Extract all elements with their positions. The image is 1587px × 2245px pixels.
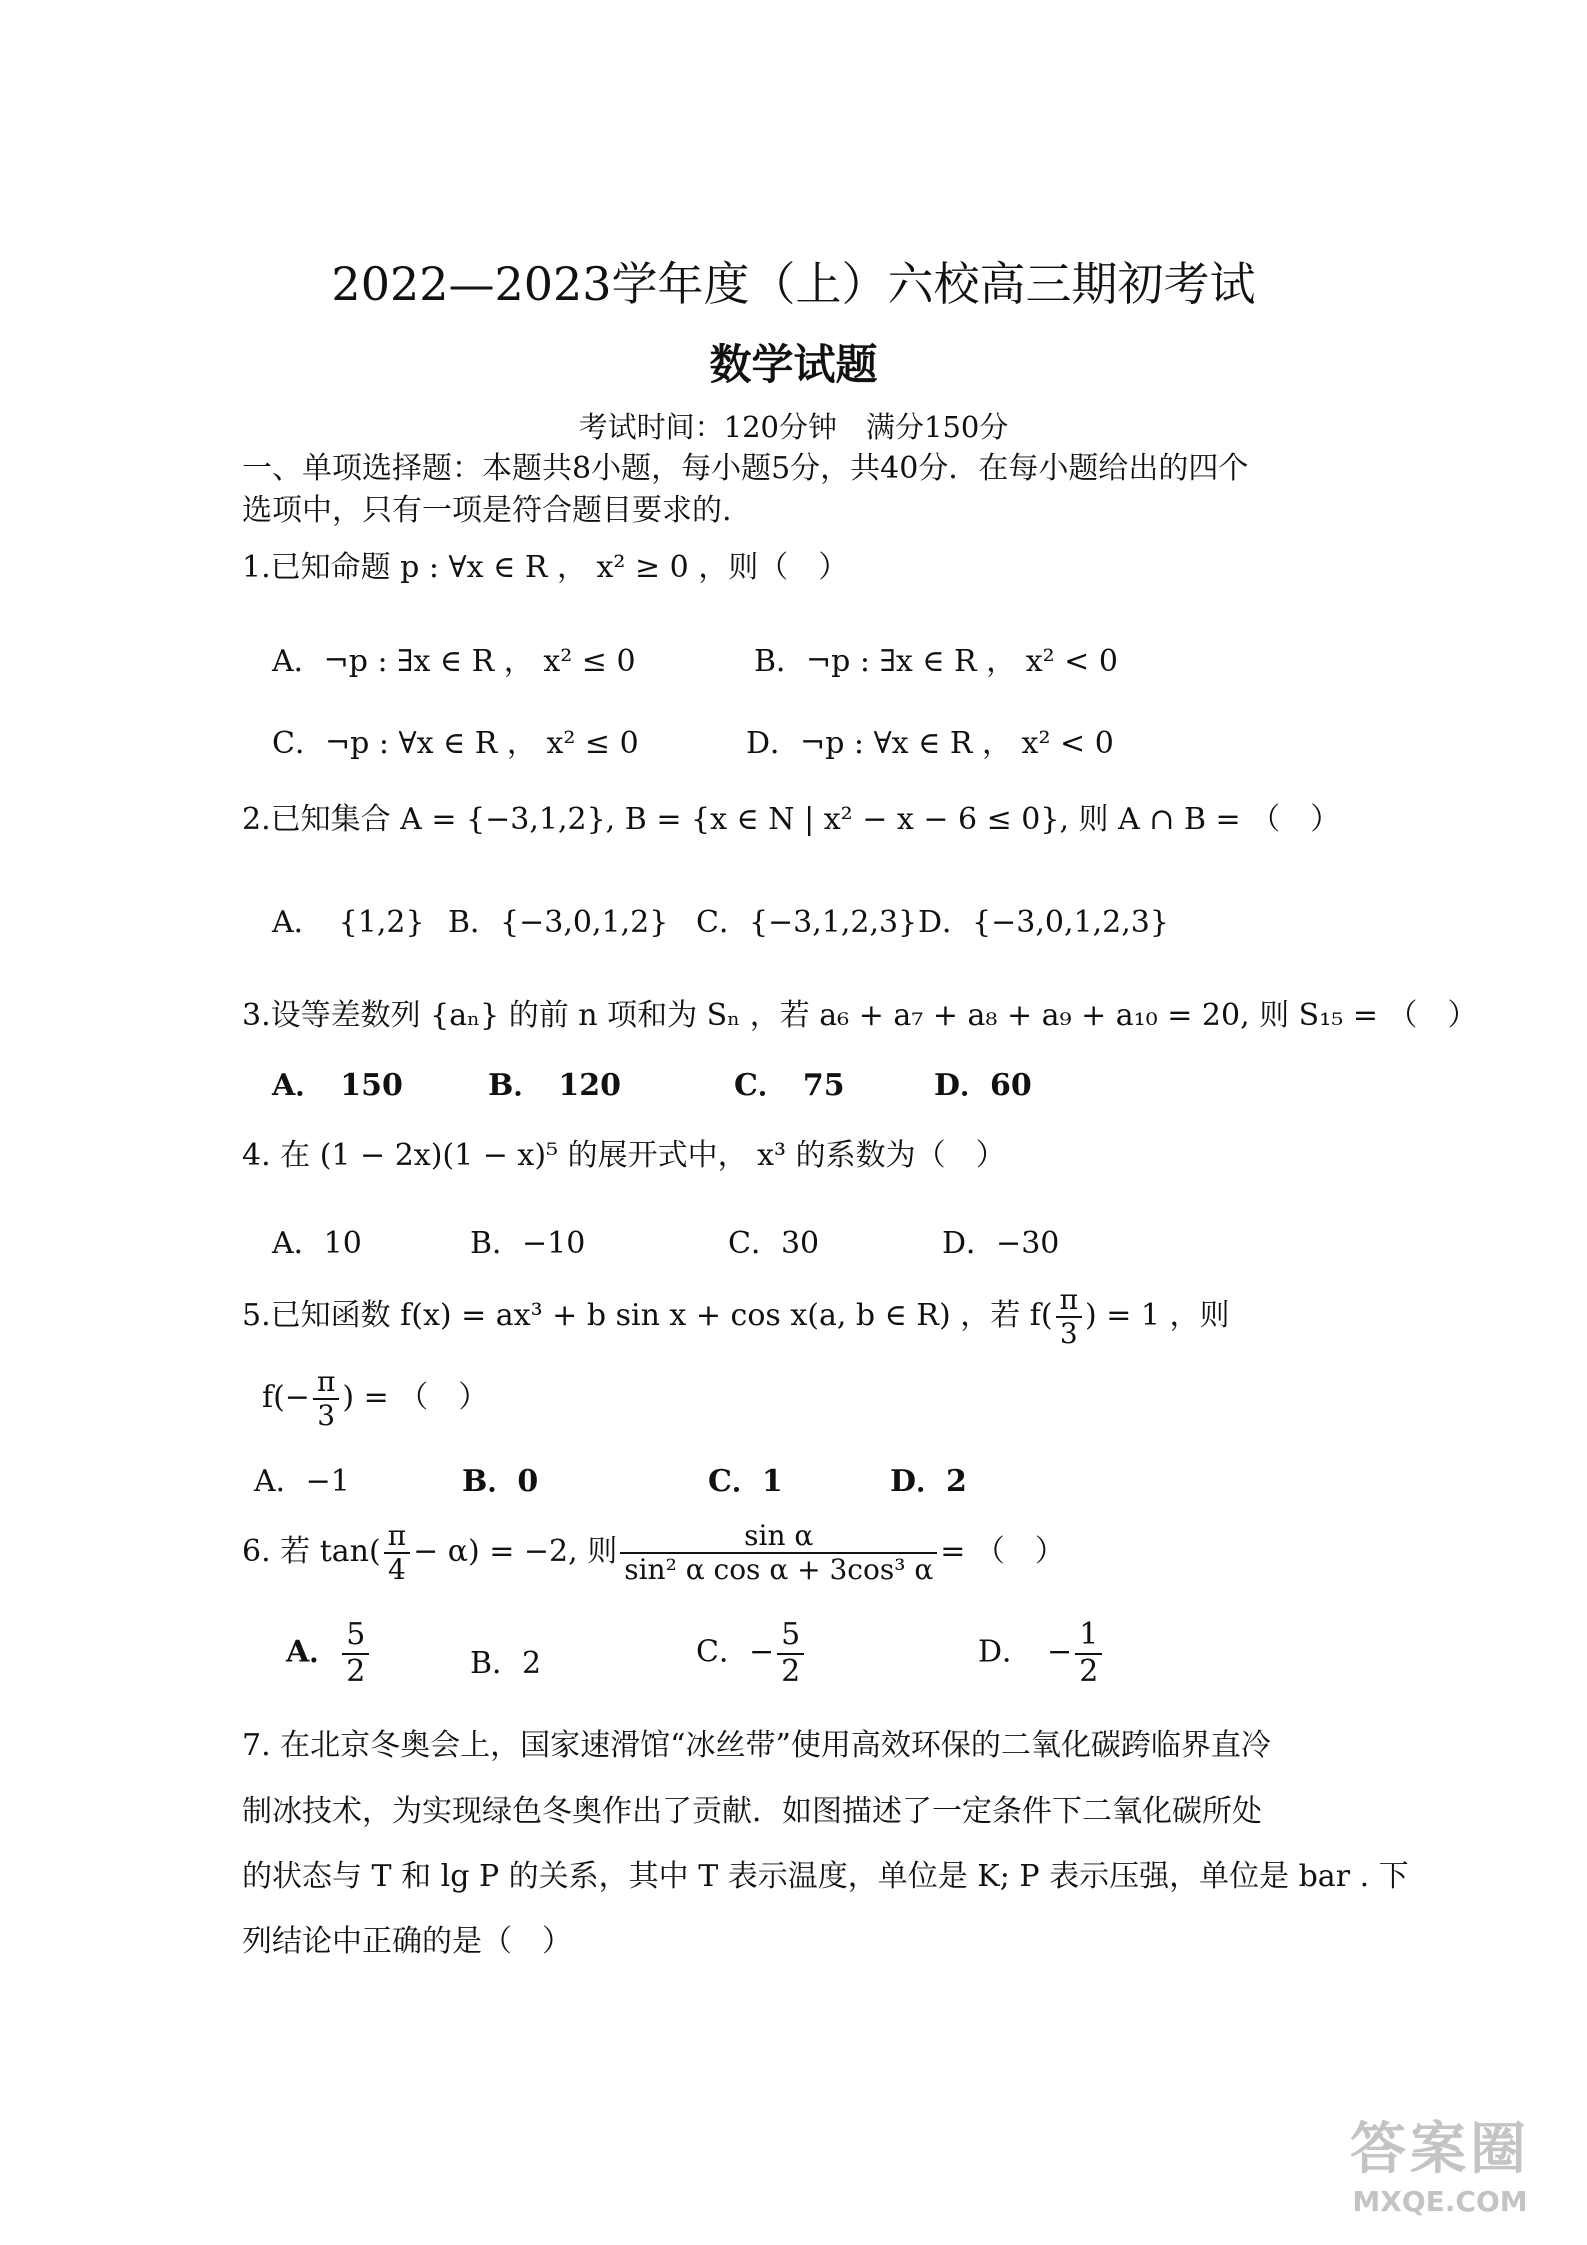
question-6-stem-part2: − α) = −2, 则 — [413, 1534, 618, 1570]
question-5-option-b: B．0 — [462, 1464, 539, 1499]
question-3-option-c: C． 75 — [734, 1068, 845, 1103]
question-6-option-c — [696, 1618, 807, 1689]
question-4-option-d: D．−30 — [942, 1226, 1060, 1261]
fraction-denominator: 3 — [1059, 1317, 1078, 1351]
question-3-option-b: B． 120 — [488, 1068, 621, 1103]
fraction-numerator: sin α — [620, 1520, 937, 1554]
question-4-stem: 4. 在 (1 − 2x)(1 − x)⁵ 的展开式中， x³ 的系数为（ ） — [242, 1138, 1006, 1173]
question-1-option-b: B．¬p : ∃x ∈ R ， x² < 0 — [754, 644, 1118, 679]
question-5-option-c: C．1 — [708, 1464, 783, 1499]
fraction-numerator: π — [313, 1366, 339, 1400]
watermark-logo — [1315, 2115, 1565, 2235]
question-7-line2: 制冰技术，为实现绿色冬奥作出了贡献．如图描述了一定条件下二氧化碳所处 — [242, 1794, 1262, 1829]
option-label: A． — [286, 1634, 340, 1670]
question-6-stem-part3: = （ ） — [940, 1534, 1065, 1570]
question-5-fraction-pi-over-3 — [1056, 1284, 1082, 1350]
question-7-line3: 的状态与 T 和 lg P 的关系，其中 T 表示温度，单位是 K; P 表示压强，单位是 bar . 下 — [242, 1859, 1409, 1894]
question-3-option-d: D．60 — [934, 1068, 1032, 1103]
question-6-stem-part1: 6. 若 tan( — [242, 1534, 381, 1570]
fraction-denominator: 3 — [317, 1399, 336, 1433]
fraction-numerator: 5 — [777, 1618, 804, 1655]
question-5-stem-part2: ) = 1 ，则 — [1085, 1298, 1230, 1334]
section-heading-line1: 一、单项选择题：本题共8小题，每小题5分，共40分．在每小题给出的四个 — [242, 451, 1249, 486]
question-4-option-c: C．30 — [728, 1226, 820, 1261]
question-6-option-d — [978, 1618, 1105, 1689]
option-label: D． − — [978, 1634, 1073, 1670]
option-fraction — [342, 1618, 369, 1689]
question-6-option-a — [286, 1618, 372, 1689]
question-5-line2-part1: f(− — [262, 1380, 310, 1416]
question-5-line2 — [262, 1366, 488, 1432]
question-5-option-d: D．2 — [890, 1464, 967, 1499]
question-2-option-a: A． {1,2} — [272, 905, 425, 940]
option-fraction — [777, 1618, 804, 1689]
question-5-stem-part1: 5.已知函数 f(x) = ax³ + b sin x + cos x(a, b ∈ R) ，若 f( — [242, 1298, 1053, 1334]
question-7-line1: 7. 在北京冬奥会上，国家速滑馆“冰丝带”使用高效环保的二氧化碳跨临界直冷 — [242, 1728, 1271, 1763]
fraction-numerator: 5 — [342, 1618, 369, 1655]
fraction-denominator: 2 — [781, 1653, 801, 1689]
question-2-stem: 2.已知集合 A = {−3,1,2}, B = {x ∈ N | x² − x − 6 ≤ 0}, 则 A ∩ B = （ ） — [242, 802, 1341, 837]
question-6-stem — [242, 1520, 1065, 1586]
question-2-option-c: C．{−3,1,2,3} — [696, 905, 918, 940]
page-subtitle: 数学试题 — [709, 340, 878, 389]
question-1-option-d: D．¬p : ∀x ∈ R ， x² < 0 — [746, 726, 1114, 761]
question-6-option-b: B．2 — [470, 1646, 542, 1681]
question-5-option-a: A．−1 — [254, 1464, 350, 1499]
fraction-denominator: 2 — [1079, 1653, 1099, 1689]
fraction-numerator: π — [384, 1520, 410, 1554]
fraction-denominator: 2 — [346, 1653, 366, 1689]
question-2-option-b: B．{−3,0,1,2} — [448, 905, 669, 940]
question-1-option-c: C．¬p : ∀x ∈ R ， x² ≤ 0 — [272, 726, 639, 761]
question-5-fraction-neg-pi-over-3 — [313, 1366, 339, 1432]
fraction-numerator: π — [1056, 1284, 1082, 1318]
question-7-line4: 列结论中正确的是（ ） — [242, 1924, 572, 1959]
fraction-denominator: sin² α cos α + 3cos³ α — [624, 1553, 934, 1587]
question-3-stem: 3.设等差数列 {aₙ} 的前 n 项和为 Sₙ ，若 a₆ + a₇ + a₈ + a₉ + a₁₀ = 20, 则 S₁₅ = （ ） — [242, 998, 1478, 1033]
question-6-main-fraction — [620, 1520, 937, 1586]
page-title: 2022—2023学年度（上）六校高三期初考试 — [331, 257, 1256, 311]
question-6-fraction-pi-over-4 — [384, 1520, 410, 1586]
question-1-stem: 1.已知命题 p : ∀x ∈ R ， x² ≥ 0 ，则（ ） — [242, 550, 849, 585]
question-4-option-a: A．10 — [272, 1226, 362, 1261]
fraction-denominator: 4 — [387, 1553, 406, 1587]
question-1-option-a: A．¬p : ∃x ∈ R ， x² ≤ 0 — [272, 644, 636, 679]
question-5-line2-part2: ) = （ ） — [342, 1380, 489, 1416]
section-heading-line2: 选项中，只有一项是符合题目要求的. — [242, 493, 732, 528]
fraction-numerator: 1 — [1075, 1618, 1102, 1655]
question-3-option-a: A． 150 — [272, 1068, 403, 1103]
watermark-mark: 答案圈 — [1350, 2117, 1530, 2182]
option-label: C．− — [696, 1634, 775, 1670]
question-2-option-d: D．{−3,0,1,2,3} — [918, 905, 1169, 940]
exam-info: 考试时间：120分钟 满分150分 — [578, 410, 1009, 444]
question-5-stem — [242, 1284, 1230, 1350]
watermark-url: MXQE.COM — [1352, 2185, 1528, 2218]
option-fraction — [1075, 1618, 1102, 1689]
question-4-option-b: B．−10 — [470, 1226, 586, 1261]
